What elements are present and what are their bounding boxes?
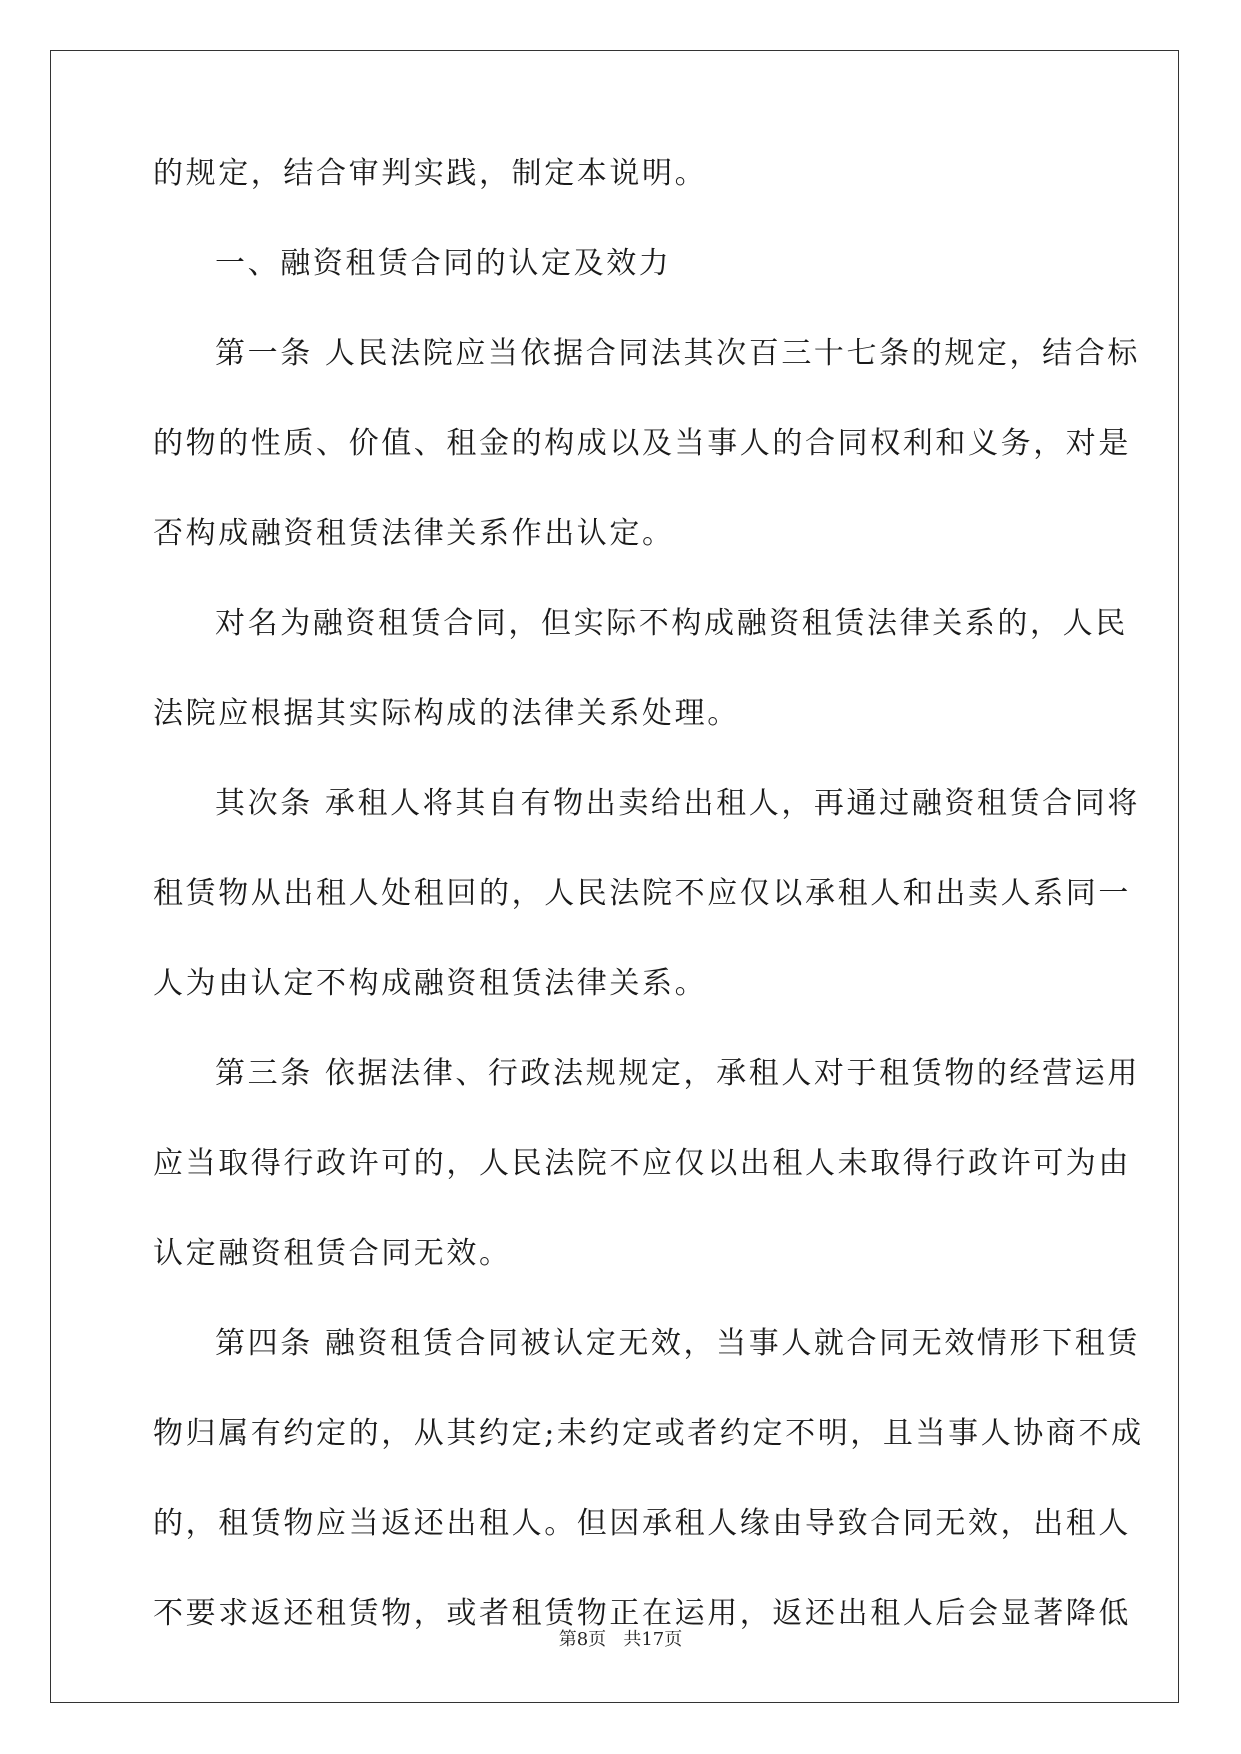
section-heading: 一、融资租赁合同的认定及效力 — [215, 246, 672, 281]
paragraph-line: 人为由认定不构成融资租赁法律关系。 — [153, 966, 708, 1001]
paragraph-line: 对名为融资租赁合同，但实际不构成融资租赁法律关系的，人民 — [215, 606, 1128, 641]
paragraph-line: 否构成融资租赁法律关系作出认定。 — [153, 516, 675, 551]
document-body — [153, 153, 1144, 1683]
paragraph-line: 第一条 人民法院应当依据合同法其次百三十七条的规定，结合标 — [215, 336, 1140, 371]
paragraph-line: 不要求返还租赁物，或者租赁物正在运用，返还出租人后会显著降低 — [153, 1596, 1131, 1631]
paragraph-line: 的，租赁物应当返还出租人。但因承租人缘由导致合同无效，出租人 — [153, 1506, 1131, 1541]
paragraph-line: 的规定，结合审判实践，制定本说明。 — [153, 156, 708, 191]
paragraph-line: 物归属有约定的，从其约定;未约定或者约定不明，且当事人协商不成 — [153, 1416, 1144, 1451]
paragraph-line: 认定融资租赁合同无效。 — [153, 1236, 512, 1271]
paragraph-line: 第四条 融资租赁合同被认定无效，当事人就合同无效情形下租赁 — [215, 1326, 1140, 1361]
paragraph-line: 的物的性质、价值、租金的构成以及当事人的合同权利和义务，对是 — [153, 426, 1131, 461]
page-number-footer: 第8页 共17页 — [558, 1629, 683, 1650]
paragraph-line: 应当取得行政许可的，人民法院不应仅以出租人未取得行政许可为由 — [153, 1146, 1131, 1181]
paragraph-line: 第三条 依据法律、行政法规规定，承租人对于租赁物的经营运用 — [215, 1056, 1140, 1091]
paragraph-line: 法院应根据其实际构成的法律关系处理。 — [153, 696, 740, 731]
paragraph-line: 租赁物从出租人处租回的，人民法院不应仅以承租人和出卖人系同一 — [153, 876, 1131, 911]
paragraph-line: 其次条 承租人将其自有物出卖给出租人，再通过融资租赁合同将 — [215, 786, 1140, 821]
